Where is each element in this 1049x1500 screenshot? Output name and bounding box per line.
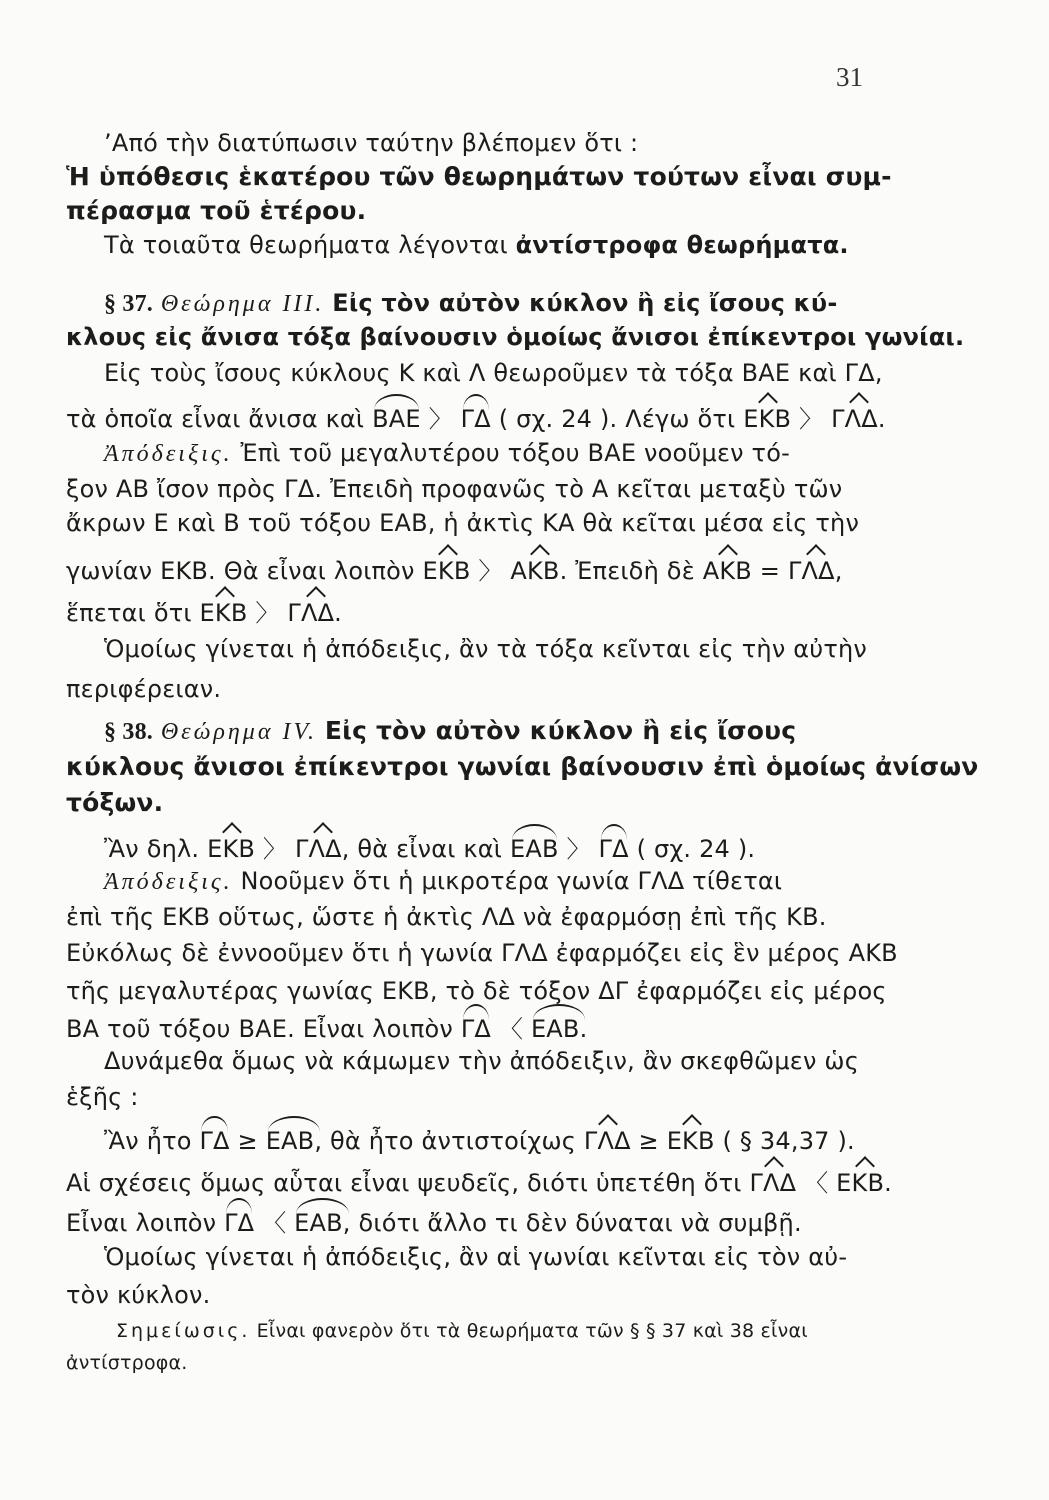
statement-line: Ἡ ὑπόθεσις ἑκατέρου τῶν θεωρημάτων τούτων εἶναι συμ- xyxy=(66,162,892,191)
angle-symbol: ΓΛΔ, xyxy=(294,835,350,863)
text-fragment: Ἐπὶ τοῦ μεγαλυτέρου τόξου ΒΑΕ νοοῦμεν τό- xyxy=(240,439,790,467)
text-fragment: γωνίαν ΕΚΒ. Θὰ εἶναι λοιπὸν xyxy=(66,557,415,585)
arc-symbol: ΓΔ xyxy=(460,1015,492,1043)
text-line xyxy=(104,1126,855,1156)
text-line: Ὁμοίως γίνεται ἡ ἀπόδειξις, ἂν τὰ τόξα κεῖνται εἰς τὴν αὐτὴν xyxy=(104,635,868,663)
arc-symbol: ΕΑΒ. xyxy=(530,1015,588,1043)
less-than-symbol: 〈 xyxy=(804,1169,829,1197)
greater-than-symbol: 〉 xyxy=(566,835,591,863)
greater-than-symbol: 〉 xyxy=(255,599,280,627)
angle-symbol: ΕΚΒ xyxy=(422,557,471,585)
text-fragment: Ἂν δηλ. xyxy=(104,835,200,863)
text-fragment: ( § 34,37 ). xyxy=(722,1127,855,1155)
theorem-statement-line: κλους εἰς ἄνισα τόξα βαίνουσιν ὁμοίως ἄνισοι ἐπίκεντροι γωνίαι. xyxy=(66,323,965,351)
text-line: περιφέρειαν. xyxy=(66,675,222,703)
text-line xyxy=(104,866,782,897)
section-number: § 38. xyxy=(104,719,153,745)
term-bold: ἀντίστροφα θεωρήματα. xyxy=(515,231,849,259)
equals-symbol: = xyxy=(759,557,781,585)
text-line xyxy=(104,438,790,469)
text-line xyxy=(66,556,843,586)
text-line: ’Από τὴν διατύπωσιν ταύτην βλέπομεν ὅτι : xyxy=(104,129,639,157)
section-number: § 37. xyxy=(104,291,153,317)
text-fragment: Τὰ τοιαῦτα θεωρήματα λέγονται xyxy=(104,231,508,259)
less-than-symbol: 〈 xyxy=(262,1209,287,1237)
greater-than-symbol: 〉 xyxy=(428,405,453,433)
geq-symbol: ≥ xyxy=(237,1127,258,1155)
arc-symbol: ΕΑΒ, xyxy=(294,1209,351,1237)
angle-symbol: ΕΚΒ xyxy=(199,599,248,627)
theorem-label: Θεώρημα III. xyxy=(160,291,325,317)
text-fragment: θὰ εἶναι καὶ xyxy=(357,835,503,863)
angle-symbol: ΓΛΔ, xyxy=(787,557,843,585)
arc-symbol: ΓΔ xyxy=(224,1209,255,1237)
geq-symbol: ≥ xyxy=(638,1127,659,1155)
proof-label: Ἀπόδειξις. xyxy=(104,869,233,895)
arc-symbol: ΒΑΕ xyxy=(372,405,421,433)
text-fragment: Ἂν ἦτο xyxy=(104,1127,192,1155)
angle-symbol: ΕΚΒ. xyxy=(836,1169,892,1197)
text-fragment: Αἱ σχέσεις ὅμως αὗται εἶναι ψευδεῖς, διότι ὑπετέθη ὅτι xyxy=(66,1169,742,1197)
text-fragment: ΒΑ τοῦ τόξου ΒΑΕ. Εἶναι λοιπὸν xyxy=(66,1015,453,1043)
text-line: ξον ΑΒ ἴσον πρὸς ΓΔ. Ἐπειδὴ προφανῶς τὸ Α κεῖται μεταξὺ τῶν xyxy=(66,475,843,503)
arc-symbol: ΓΔ xyxy=(460,405,491,433)
text-line xyxy=(66,598,342,628)
text-line: ἑξῆς : xyxy=(66,1083,139,1111)
angle-symbol: ΑΚΒ. xyxy=(510,557,568,585)
statement-line: πέρασμα τοῦ ἑτέρου. xyxy=(66,196,367,225)
angle-symbol: ΓΛΔ. xyxy=(831,405,886,433)
greater-than-symbol: 〉 xyxy=(262,835,288,863)
text-fragment: διότι ἄλλο τι δὲν δύναται νὰ συμβῇ. xyxy=(358,1209,802,1237)
text-fragment: ( σχ. 24 ). Λέγω ὅτι xyxy=(498,405,736,433)
theorem-statement: Εἰς τὸν αὐτὸν κύκλον ἢ εἰς ἴσους xyxy=(324,716,797,745)
text-line: ἐπὶ τῆς ΕΚΒ οὕτως, ὥστε ἡ ἀκτὶς ΛΔ νὰ ἐφαρμόσῃ ἐπὶ τῆς ΚΒ. xyxy=(66,903,827,931)
text-line xyxy=(66,404,886,434)
angle-symbol: ΓΛΔ xyxy=(749,1169,797,1197)
arc-symbol: ΕΑΒ, xyxy=(265,1127,323,1155)
text-fragment: θὰ ἦτο ἀντιστοίχως xyxy=(330,1127,577,1155)
theorem-heading xyxy=(104,716,796,747)
text-line xyxy=(104,834,755,864)
proof-label: Ἀπόδειξις. xyxy=(104,441,233,467)
theorem-statement-line: τόξων. xyxy=(66,788,164,817)
text-line: τὸν κύκλον. xyxy=(66,1281,211,1309)
text-line xyxy=(104,230,849,260)
text-line xyxy=(66,1014,587,1044)
arc-symbol: ΓΔ xyxy=(598,835,629,863)
text-fragment: Νοοῦμεν ὅτι ἡ μικροτέρα γωνία ΓΛΔ τίθεται xyxy=(240,867,783,895)
angle-symbol: ΕΚΒ xyxy=(666,1127,715,1155)
note-line xyxy=(116,1318,808,1344)
arc-symbol: ΕΑΒ xyxy=(509,835,559,863)
text-fragment: Ἐπειδὴ δὲ xyxy=(575,557,695,585)
text-fragment: Εἶναι λοιπὸν xyxy=(66,1209,217,1237)
text-line: τῆς μεγαλυτέρας γωνίας ΕΚΒ, τὸ δὲ τόξον ΔΓ ἐφαρμόζει εἰς μέρος xyxy=(66,977,887,1005)
less-than-symbol: 〈 xyxy=(498,1015,524,1043)
text-line: Εἰς τοὺς ἴσους κύκλους Κ καὶ Λ θεωροῦμεν τὰ τόξα ΒΑΕ καὶ ΓΔ, xyxy=(104,359,883,387)
note-label: Σημείωσις. xyxy=(116,1320,251,1342)
text-fragment: ( σχ. 24 ). xyxy=(636,835,756,863)
theorem-statement: Εἰς τὸν αὐτὸν κύκλον ἢ εἰς ἴσους κύ- xyxy=(332,289,838,317)
angle-symbol: ΕΚΒ xyxy=(743,405,792,433)
arc-symbol: ΓΔ xyxy=(199,1127,230,1155)
text-line: Εὐκόλως δὲ ἐννοοῦμεν ὅτι ἡ γωνία ΓΛΔ ἐφαρμόζει εἰς ἓν μέρος ΑΚΒ xyxy=(66,939,898,967)
text-line xyxy=(66,1168,892,1198)
text-fragment: Εἶναι φανερὸν ὅτι τὰ θεωρήματα τῶν § § 37 καὶ 38 εἶναι xyxy=(256,1320,808,1342)
text-fragment: ἕπεται ὅτι xyxy=(66,599,192,627)
text-line: Δυνάμεθα ὅμως νὰ κάμωμεν τὴν ἀπόδειξιν, ἂν σκεφθῶμεν ὡς xyxy=(104,1047,859,1075)
text-line: Ὁμοίως γίνεται ἡ ἀπόδειξις, ἂν αἱ γωνίαι κεῖνται εἰς τὸν αὐ- xyxy=(104,1243,848,1271)
text-line xyxy=(66,1208,802,1238)
greater-than-symbol: 〉 xyxy=(478,557,503,585)
angle-symbol: ΕΚΒ xyxy=(207,835,256,863)
theorem-label: Θεώρημα IV. xyxy=(160,719,318,745)
angle-symbol: ΓΛΔ. xyxy=(287,599,343,627)
angle-symbol: ΑΚΒ xyxy=(702,557,752,585)
note-line: ἀντίστροφα. xyxy=(66,1352,188,1374)
theorem-heading xyxy=(104,288,837,319)
page-number: 31 xyxy=(836,62,863,92)
angle-symbol: ΓΛΔ xyxy=(583,1127,631,1155)
theorem-statement-line: κύκλους ἄνισοι ἐπίκεντροι γωνίαι βαίνουσιν ἐπὶ ὁμοίως ἀνίσων xyxy=(66,752,979,781)
text-fragment: τὰ ὁποῖα εἶναι ἄνισα καὶ xyxy=(66,405,365,433)
text-line: ἄκρων Ε καὶ Β τοῦ τόξου ΕΑΒ, ἡ ἀκτὶς ΚΑ θὰ κεῖται μέσα εἰς τὴν xyxy=(66,509,860,537)
greater-than-symbol: 〉 xyxy=(799,405,824,433)
